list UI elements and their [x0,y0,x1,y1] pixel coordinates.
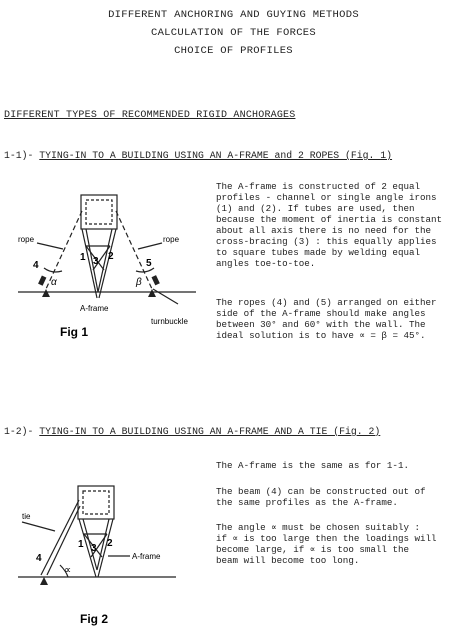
fig1-turnbuckle-leader [153,289,178,304]
fig1-tube-box-inner [86,200,112,224]
fig1-label-5: 5 [146,258,152,269]
fig1-label-1: 1 [80,252,86,263]
subsection-2-paragraph-2: The beam (4) can be constructed out of the same profiles as the A-frame. [216,486,426,508]
fig1-turnbuckle-left [38,276,46,286]
fig2-tube-box-inner [83,491,109,514]
fig1-alpha-arc [44,268,62,272]
fig1-label-3: 3 [93,256,99,267]
subsection-2-title-text: TYING-IN TO A BUILDING USING AN A-FRAME AND A TIE (Fig. 2) [39,426,381,437]
fig2-aframe-label: A-frame [132,552,161,561]
fig2-label-3: 3 [91,543,97,554]
section-title-text: DIFFERENT TYPES OF RECOMMENDED RIGID ANCHORAGES [4,110,296,121]
subsection-1-title-text: TYING-IN TO A BUILDING USING AN A-FRAME and 2 ROPES (Fig. 1) [39,150,393,161]
subsection-1-paragraph-1: The A-frame is constructed of 2 equal profiles - channel or single angle irons (1) and (2). If tubes are used, then because the moment of inertia is constant about all axis there is no need for the cross-bracing (3) : this equally applies to square tubes made by welding equal angles toe-to-toe. [216,181,443,269]
fig1-rope-right-label: rope [163,235,180,244]
doc-title-line-1: DIFFERENT ANCHORING AND GUYING METHODS [108,9,359,21]
fig1-turnbuckle-label: turnbuckle [151,317,188,326]
fig2-caption: Fig 2 [80,612,109,626]
fig1-caption: Fig 1 [60,325,89,339]
fig2-tie-beam-outer [41,500,79,575]
fig1-aframe-label: A-frame [80,304,109,313]
fig2-label-1: 1 [78,539,84,550]
fig1-rope-right-leader [138,243,162,249]
fig1-rope-left-leader [37,243,63,249]
fig1-beta-symbol: β [136,277,142,288]
subsection-2-paragraph-1: The A-frame is the same as for 1-1. [216,460,409,471]
subsection-1-paragraph-2: The ropes (4) and (5) arranged on either side of the A-frame should make angles between 30° and 60° with the wall. The ideal solution is to have ∝ = β = 45°. [216,297,437,341]
fig1-anchor-left [42,289,50,297]
subsection-1-number: 1-1)- [4,150,34,161]
fig1-rope-right [116,211,152,289]
fig1-turnbuckle-right [151,275,159,285]
fig2-tie-label: tie [22,512,31,521]
fig1-label-2: 2 [108,251,114,262]
fig1-aframe-leg-right [99,229,116,298]
fig2-alpha-symbol: ∝ [64,565,72,576]
doc-title-line-2: CALCULATION OF THE FORCES [150,27,317,39]
fig1-rope-left-label: rope [18,235,35,244]
fig1-alpha-symbol: α [51,277,57,288]
subsection-2-title [4,426,380,437]
fig2-tie-leader [22,522,55,531]
subsection-2-paragraph-3: The angle ∝ must be chosen suitably : if ∝ is too large then the loadings will become large, if ∝ is too small the beam will become too long. [216,522,437,566]
subsection-2-number: 1-2)- [4,426,34,437]
fig2-anchor [40,577,48,585]
fig1-label-4: 4 [33,260,39,271]
fig2-label-2: 2 [107,538,113,549]
fig2-label-4: 4 [36,553,42,564]
doc-title-line-3: CHOICE OF PROFILES [174,45,293,57]
